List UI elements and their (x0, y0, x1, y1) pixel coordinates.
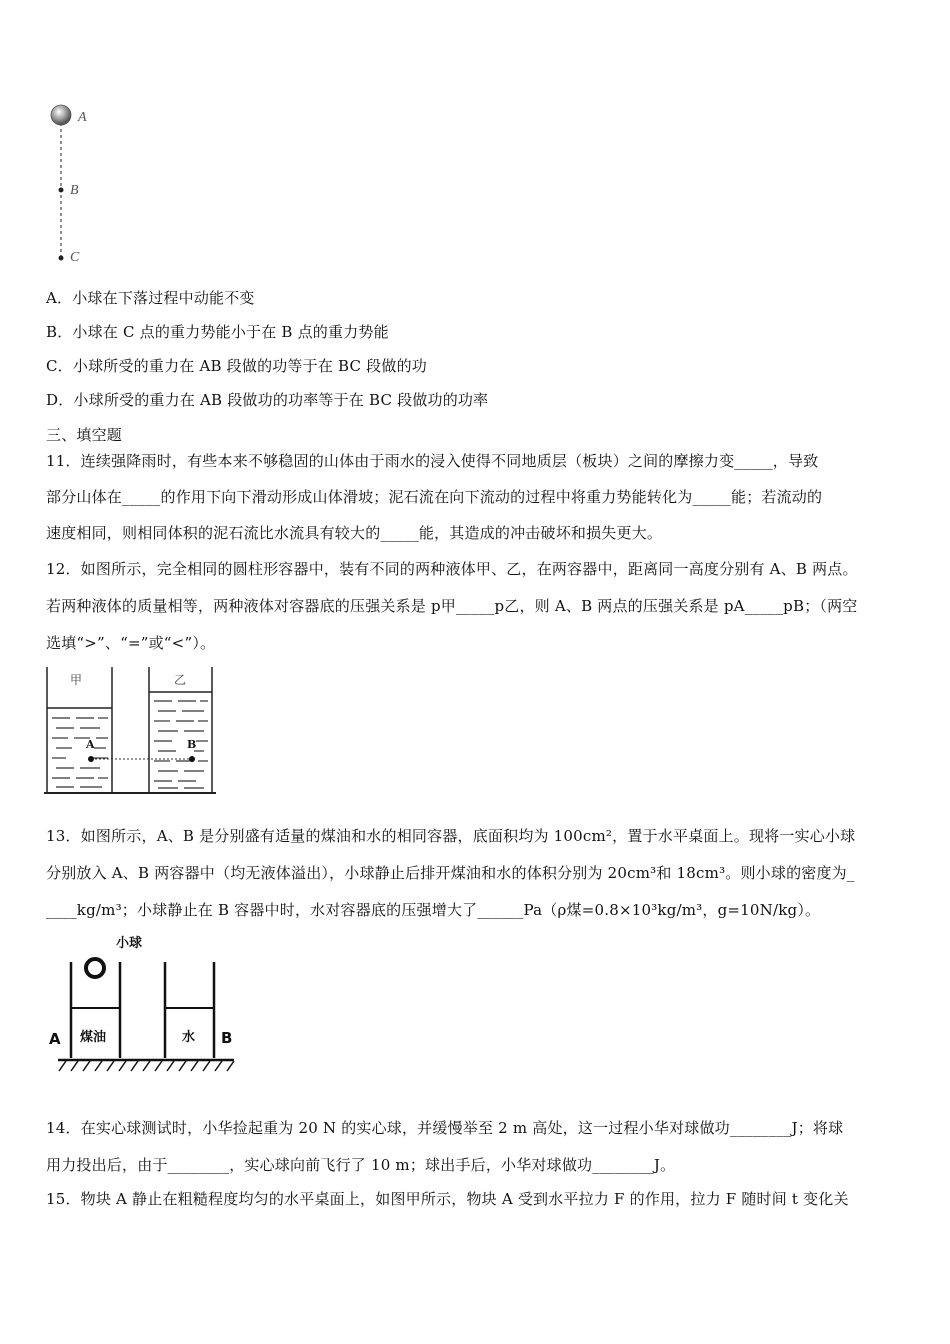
q11-line-2: 部分山体在_____的作用下向下滑动形成山体滑坡；泥石流在向下流动的过程中将重力势能转化为_____能；若流动的 (46, 488, 823, 506)
container-b-label: B (221, 1029, 233, 1047)
point-c-label: C (70, 250, 80, 265)
point-b-dot (189, 756, 195, 762)
container-left-label: 甲 (70, 673, 83, 687)
figure-falling-ball (40, 95, 120, 275)
q11-line-1: 11．连续强降雨时，有些本来不够稳固的山体由于雨水的浸入使得不同地质层（板块）之间的摩擦力变_____，导致 (46, 452, 819, 470)
q12-line-3: 选填“>”、“=”或“<”）。 (46, 634, 216, 652)
ball-label: 小球 (116, 936, 143, 951)
option-b: B．小球在 C 点的重力势能小于在 B 点的重力势能 (46, 323, 389, 341)
container-right-label: 乙 (174, 673, 187, 687)
figure-two-containers (44, 665, 219, 800)
ball-containers-diagram (44, 930, 244, 1080)
option-a: A．小球在下落过程中动能不变 (46, 289, 255, 307)
q11-line-3: 速度相同，则相同体积的泥石流比水流具有较大的_____能，其造成的冲击破坏和损失更大。 (46, 524, 663, 542)
figure-ball-containers (44, 930, 244, 1080)
q12-line-1: 12．如图所示，完全相同的圆柱形容器中，装有不同的两种液体甲、乙，在两容器中，距离同一高度分别有 A、B 两点。 (46, 560, 858, 578)
water-label: 水 (182, 1030, 196, 1045)
q15-line-1: 15．物块 A 静止在粗糙程度均匀的水平桌面上，如图甲所示，物块 A 受到水平拉力 F 的作用，拉力 F 随时间 t 变化关 (46, 1190, 849, 1208)
point-c-dot (59, 256, 64, 261)
q13-line-1: 13．如图所示，A、B 是分别盛有适量的煤油和水的相同容器，底面积均为 100cm²，置于水平桌面上。现将一实心小球 (46, 827, 856, 845)
kerosene-label: 煤油 (80, 1030, 107, 1045)
ball (51, 105, 71, 125)
point-b-label: B (70, 183, 79, 198)
q13-line-3: ____kg/m³；小球静止在 B 容器中时，水对容器底的压强增大了______Pa（ρ煤=0.8×10³kg/m³，g=10N/kg）。 (46, 901, 821, 919)
option-c: C．小球所受的重力在 AB 段做的功等于在 BC 段做的功 (46, 357, 427, 375)
q14-line-1: 14．在实心球测试时，小华捡起重为 20 N 的实心球，并缓慢举至 2 m 高处，这一过程小华对球做功________J；将球 (46, 1119, 844, 1137)
fig-point-a-label: A (86, 738, 95, 751)
container-a-label: A (49, 1030, 61, 1048)
point-a-dot (88, 756, 94, 762)
q13-line-2: 分别放入 A、B 两容器中（均无液体溢出），小球静止后排开煤油和水的体积分别为 20cm³和 18cm³。则小球的密度为_ (46, 864, 855, 882)
point-a-label: A (78, 110, 87, 125)
q12-line-2: 若两种液体的质量相等，两种液体对容器底的压强关系是 p甲_____p乙，则 A、B 两点的压强关系是 pA_____pB；（两空 (46, 597, 858, 615)
section-heading: 三、填空题 (46, 426, 123, 444)
fig-point-b-label: B (187, 738, 197, 751)
ball-icon (86, 959, 104, 977)
q14-line-2: 用力投出后，由于________，实心球向前飞行了 10 m；球出手后，小华对球做功________J。 (46, 1156, 676, 1174)
point-b-dot (59, 188, 64, 193)
option-d: D．小球所受的重力在 AB 段做功的功率等于在 BC 段做功的功率 (46, 391, 489, 409)
